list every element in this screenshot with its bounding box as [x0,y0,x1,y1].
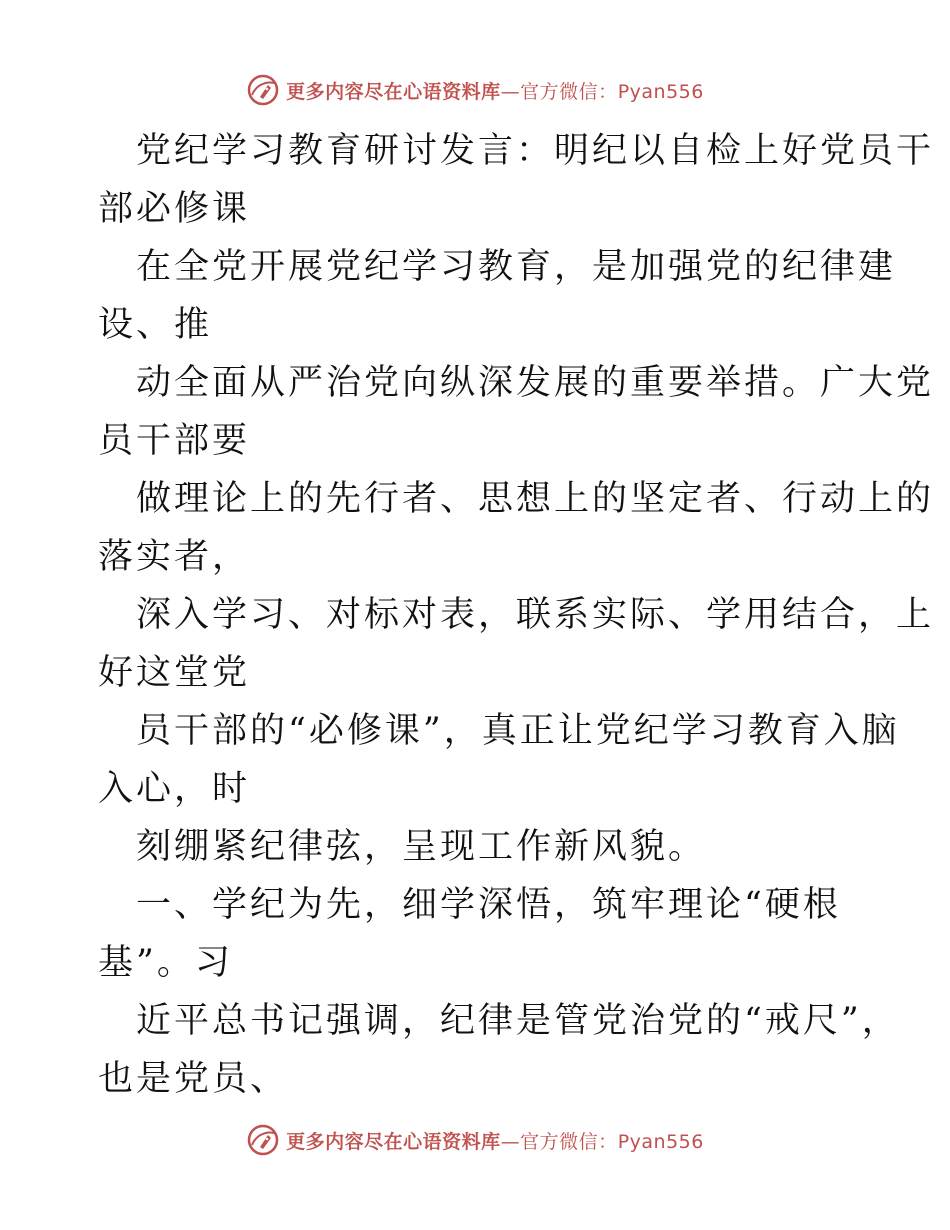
document-line: 近平总书记强调，纪律是管党治党的“戒尺”， [136,1001,900,1041]
banner-dash: — [500,1130,521,1153]
pen-nib-logo-icon [246,73,280,107]
banner-inner [246,1123,704,1157]
header-banner [0,70,950,110]
document-line: 好这堂党 [98,653,251,693]
document-line: 党纪学习教育研讨发言：明纪以自检上好党员干 [136,131,935,171]
document-line: 部必修课 [98,189,251,229]
banner-dash: — [500,80,521,103]
document-line: 落实者， [98,537,251,577]
document-line: 在全党开展党纪学习教育，是加强党的纪律建 [136,247,897,287]
banner-inner [246,73,704,107]
banner-wechat-label: 官方微信： [520,1130,618,1153]
banner-wechat-label: 官方微信： [520,80,618,103]
banner-wechat-id: Pyan556 [617,80,704,103]
banner-text [286,1127,704,1154]
footer-banner [0,1120,950,1160]
banner-brand: 更多内容尽在心语资料库 [286,80,501,103]
document-line: 做理论上的先行者、思想上的坚定者、行动上的 [136,479,935,519]
document-line: 员干部要 [98,421,251,461]
banner-brand: 更多内容尽在心语资料库 [286,1130,501,1153]
banner-wechat-id: Pyan556 [617,1130,704,1153]
document-body [98,122,935,1108]
document-line: 动全面从严治党向纵深发展的重要举措。广大党 [136,363,935,403]
pen-nib-logo-icon [246,1123,280,1157]
document-line: 入心，时 [98,769,251,809]
document-line: 一、学纪为先，细学深悟，筑牢理论“硬根 [136,885,841,925]
document-line: 刻绷紧纪律弦，呈现工作新风貌。 [136,827,707,867]
document-line: 深入学习、对标对表，联系实际、学用结合，上 [136,595,935,635]
document-line: 也是党员、 [98,1059,289,1099]
banner-text [286,77,704,104]
document-line: 员干部的“必修课”，真正让党纪学习教育入脑 [136,711,900,751]
document-line: 设、推 [98,305,213,345]
document-line: 基”。习 [98,943,233,983]
